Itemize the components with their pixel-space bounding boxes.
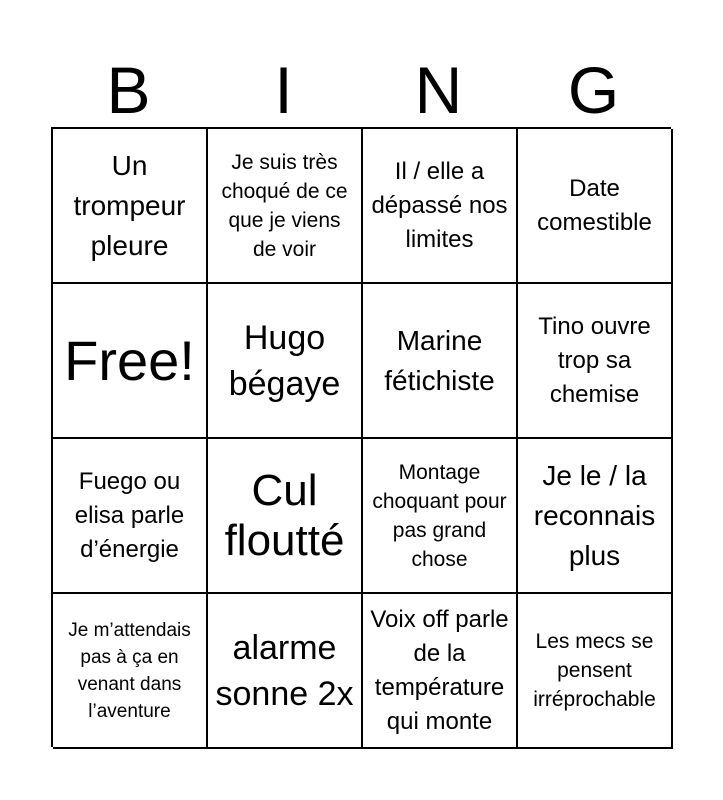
- cell-text: alarme sonne 2x: [215, 628, 354, 713]
- cell-text: Je m’attendais pas à ça en venant dans l’aventure: [68, 619, 191, 722]
- cell-text: Je le / la reconnais plus: [533, 459, 656, 571]
- bingo-cell-r4-c3[interactable]: [363, 594, 518, 749]
- bingo-header: [51, 52, 671, 128]
- bingo-cell-r1-c3[interactable]: [363, 129, 518, 284]
- cell-text: Date comestible: [537, 174, 652, 236]
- cell-text: Marine fétichiste: [384, 324, 495, 396]
- bingo-cell-r1-c2[interactable]: [208, 129, 363, 284]
- bingo-cell-r4-c4[interactable]: [518, 594, 673, 749]
- cell-text: Tino ouvre trop sa chemise: [538, 312, 651, 408]
- free-space-text: Free!: [64, 328, 195, 392]
- bingo-cell-r1-c4[interactable]: [518, 129, 673, 284]
- cell-text: Cul floutté: [224, 465, 345, 565]
- bingo-cell-r3-c4[interactable]: [518, 439, 673, 594]
- cell-text: Je suis très choqué de ce que je viens de voir: [221, 150, 348, 261]
- bingo-cell-r1-c1[interactable]: [53, 129, 208, 284]
- bingo-cell-r3-c2[interactable]: [208, 439, 363, 594]
- bingo-cell-r3-c1[interactable]: [53, 439, 208, 594]
- bingo-grid: [51, 127, 671, 747]
- header-letter-g: G: [567, 53, 620, 127]
- cell-text: Il / elle a dépassé nos limites: [371, 157, 508, 253]
- bingo-cell-r4-c2[interactable]: [208, 594, 363, 749]
- cell-text: Les mecs se pensent irréprochable: [533, 630, 656, 711]
- free-space-cell[interactable]: [53, 284, 208, 439]
- bingo-cell-r2-c3[interactable]: [363, 284, 518, 439]
- cell-text: Montage choquant pour pas grand chose: [372, 460, 507, 571]
- cell-text: Fuego ou elisa parle d’énergie: [74, 467, 185, 563]
- cell-text: Un trompeur pleure: [73, 149, 186, 261]
- bingo-cell-r4-c1[interactable]: [53, 594, 208, 749]
- cell-text: Hugo bégaye: [228, 318, 341, 403]
- cell-text: Voix off parle de la température qui monte: [370, 605, 509, 735]
- bingo-cell-r2-c4[interactable]: [518, 284, 673, 439]
- bingo-cell-r3-c3[interactable]: [363, 439, 518, 594]
- header-letter-i: I: [274, 53, 293, 127]
- header-letter-n: N: [414, 53, 463, 127]
- header-letter-b: B: [106, 53, 151, 127]
- bingo-cell-r2-c2[interactable]: [208, 284, 363, 439]
